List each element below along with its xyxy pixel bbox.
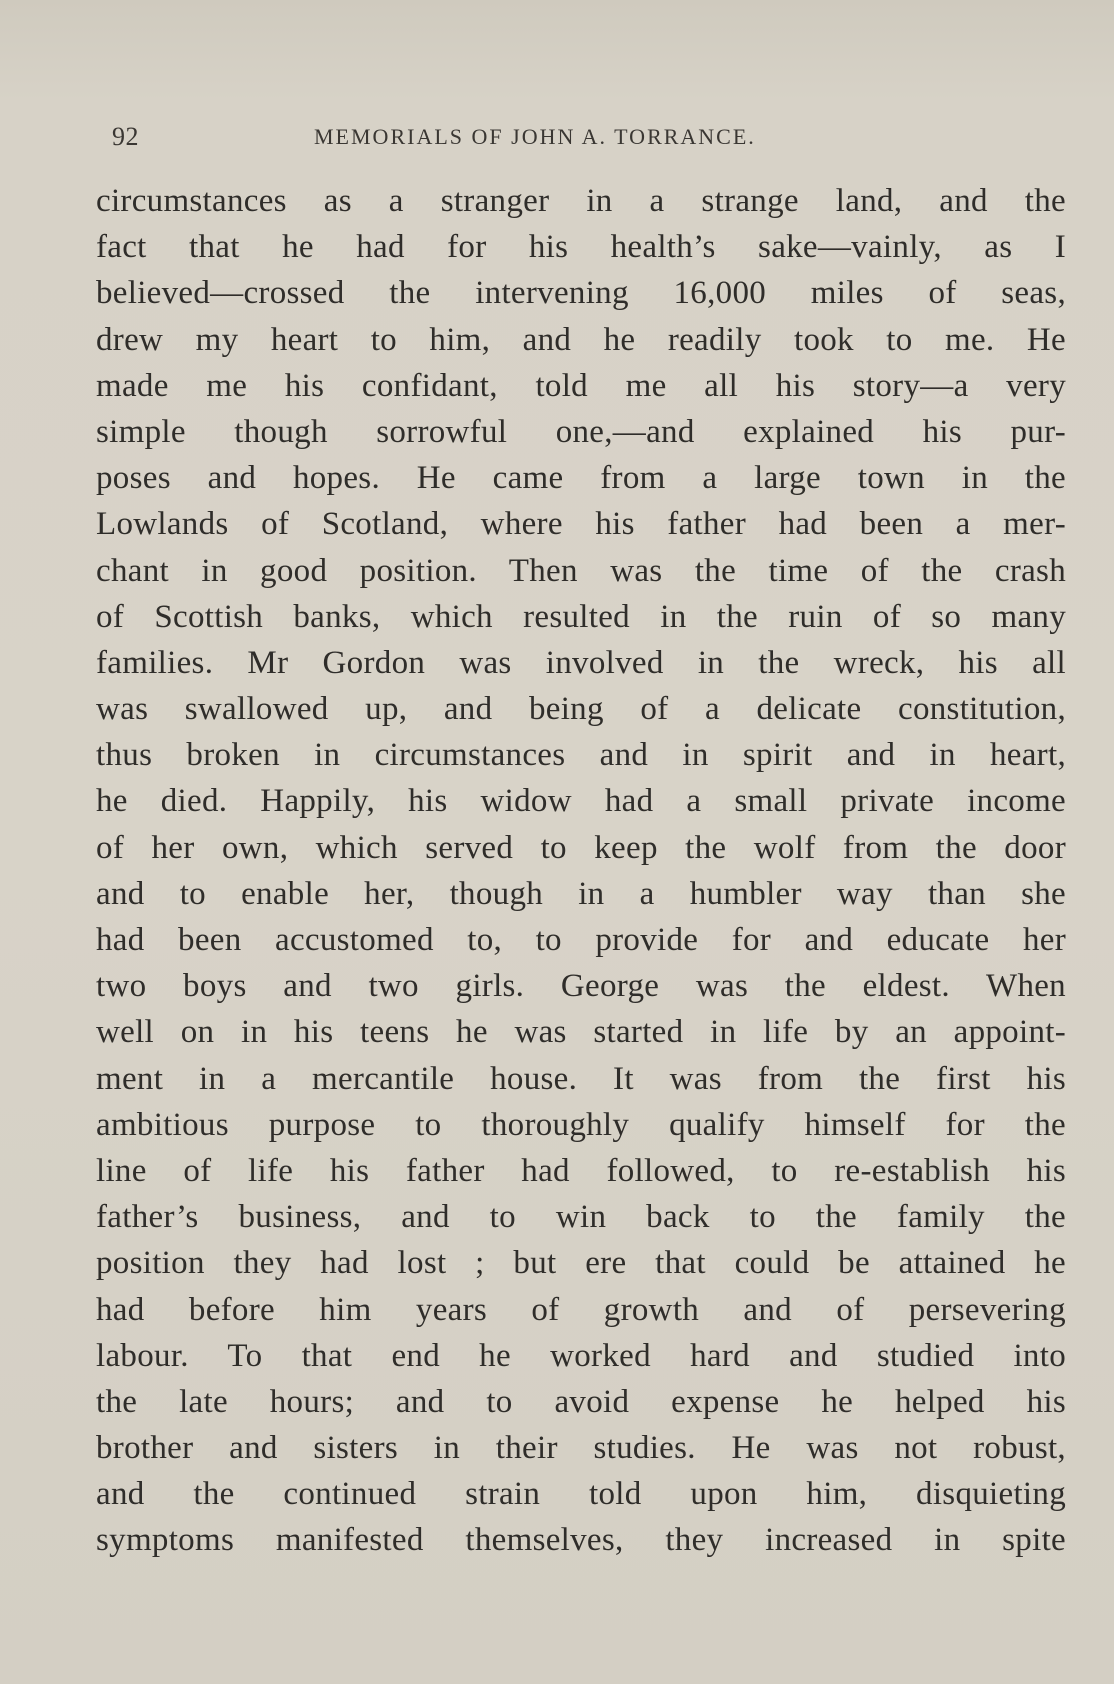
text-line: made me his confidant, told me all his story—a very xyxy=(96,367,1066,404)
text-line: ment in a mercantile house. It was from the first his xyxy=(96,1060,1066,1097)
text-line: ambitious purpose to thoroughly qualify himself for the xyxy=(96,1106,1066,1143)
page-number: 92 xyxy=(112,122,139,151)
text-line: father’s business, and to win back to the family the xyxy=(96,1199,1066,1236)
text-line: and the continued strain told upon him, disquieting xyxy=(96,1476,1066,1513)
text-line: circumstances as a stranger in a strange land, and the xyxy=(96,183,1066,219)
text-line: he died. Happily, his widow had a small private income xyxy=(96,783,1066,820)
text-line: brother and sisters in their studies. He was not robust, xyxy=(96,1430,1066,1467)
text-line: families. Mr Gordon was involved in the wreck, his all xyxy=(96,644,1066,681)
text-line: position they had lost ; but ere that could be attained he xyxy=(96,1245,1066,1282)
text-line: labour. To that end he worked hard and studied into xyxy=(96,1337,1066,1374)
text-line: thus broken in circumstances and in spirit and in heart, xyxy=(96,737,1066,774)
running-title: MEMORIALS OF JOHN A. TORRANCE. xyxy=(314,124,756,149)
running-head xyxy=(112,122,1012,154)
text-line: of her own, which served to keep the wolf from the door xyxy=(96,829,1066,866)
text-line: symptoms manifested themselves, they increased in spite xyxy=(96,1522,1066,1559)
text-line: believed—crossed the intervening 16,000 miles of seas, xyxy=(96,275,1066,312)
text-line: two boys and two girls. George was the eldest. When xyxy=(96,968,1066,1005)
text-line: fact that he had for his health’s sake—vainly, as I xyxy=(96,229,1066,266)
text-line: line of life his father had followed, to re-establish his xyxy=(96,1152,1066,1189)
body-text xyxy=(96,178,1066,1564)
text-line: was swallowed up, and being of a delicate constitution, xyxy=(96,691,1066,728)
text-line: the late hours; and to avoid expense he helped his xyxy=(96,1383,1066,1420)
text-line: had been accustomed to, to provide for and educate her xyxy=(96,922,1066,958)
text-line: poses and hopes. He came from a large town in the xyxy=(96,460,1066,497)
text-line: drew my heart to him, and he readily took to me. He xyxy=(96,321,1066,358)
text-line: had before him years of growth and of persevering xyxy=(96,1291,1066,1328)
text-line: of Scottish banks, which resulted in the ruin of so many xyxy=(96,598,1066,635)
text-line: Lowlands of Scotland, where his father had been a mer- xyxy=(96,506,1066,543)
text-line: and to enable her, though in a humbler way than she xyxy=(96,875,1066,912)
text-line: simple though sorrowful one,—and explained his pur- xyxy=(96,413,1066,450)
text-line: well on in his teens he was started in life by an appoint- xyxy=(96,1014,1066,1051)
text-line: chant in good position. Then was the time of the crash xyxy=(96,552,1066,589)
